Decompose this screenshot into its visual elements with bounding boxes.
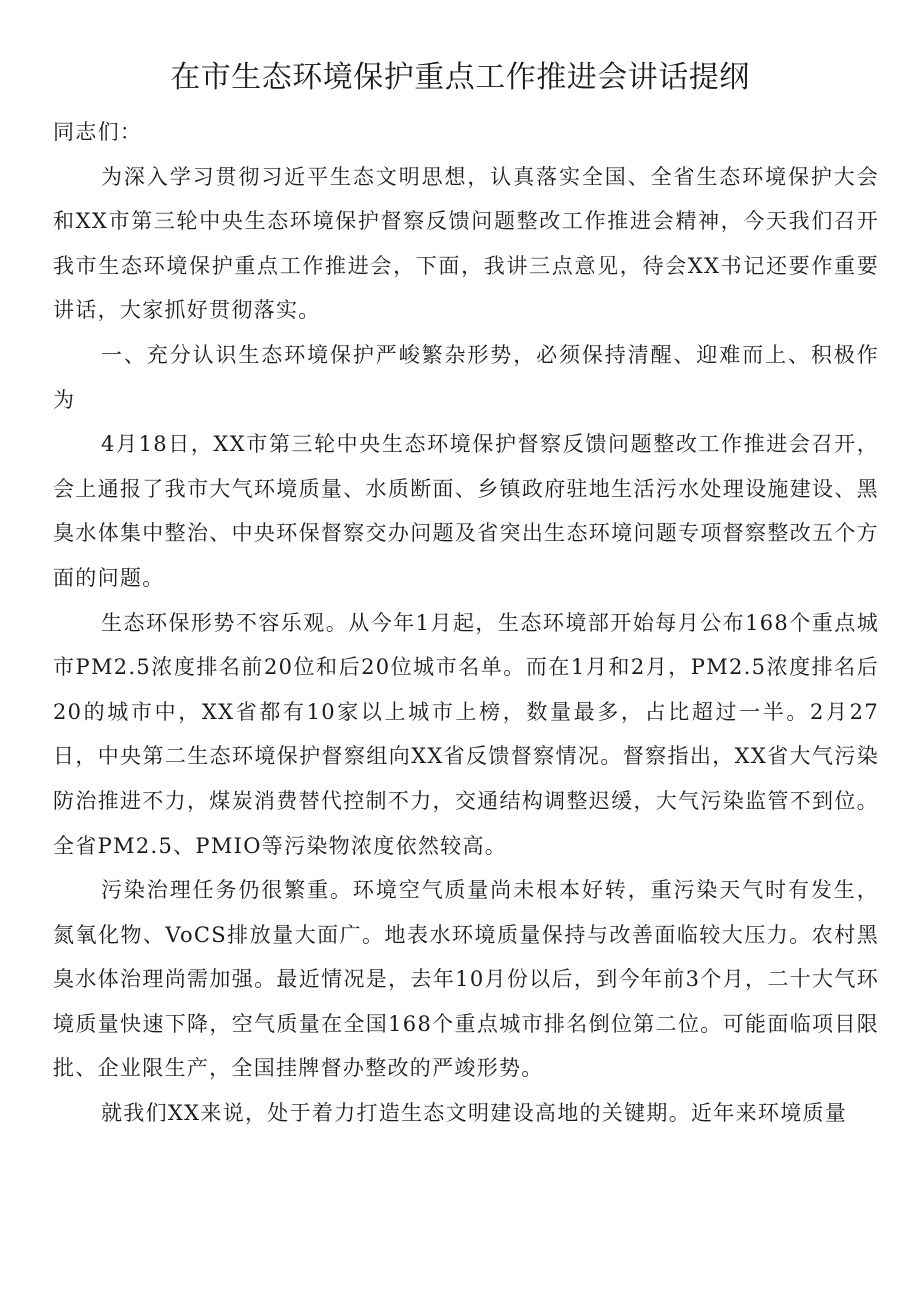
paragraph-situation: 生态环保形势不容乐观。从今年1月起，生态环境部开始每月公布168个重点城市PM2.5浓度排名前20位和后20位城市名单。而在1月和2月，PM2.5浓度排名后20的城市中，XX省都有10家以上城市上榜，数量最多，占比超过一半。2月27日，中央第二生态环境保护督察组向XX省反馈督察情况。督察指出，XX省大气污染防治推进不力，煤炭消费替代控制不力，交通结构调整迟缓，大气污染监管不到位。全省PM2.5、PMIO等污染物浓度依然较高。 bbox=[53, 610, 879, 858]
paragraph-meeting-report: 4月18日，XX市第三轮中央生态环境保护督察反馈问题整改工作推进会召开，会上通报了我市大气环境质量、水质断面、乡镇政府驻地生活污水处理设施建设、黑臭水体集中整治、中央环保督察交办问题及省突出生态环境问题专项督察整改五个方面的问题。 bbox=[53, 432, 879, 590]
paragraph-pollution-tasks: 污染治理任务仍很繁重。环境空气质量尚未根本好转，重污染天气时有发生，氮氧化物、VoCS排放量大面广。地表水环境质量保持与改善面临较大压力。农村黑臭水体治理尚需加强。最近情况是，去年10月份以后，到今年前3个月，二十大气环境质量快速下降，空气质量在全国168个重点城市排名倒位第二位。可能面临项目限批、企业限生产，全国挂牌督办整改的严竣形势。 bbox=[53, 878, 879, 1081]
paragraph-intro: 为深入学习贯彻习近平生态文明思想，认真落实全国、全省生态环境保护大会和XX市第三轮中央生态环境保护督察反馈问题整改工作推进会精神，今天我们召开我市生态环境保护重点工作推进会，下面，我讲三点意见，待会XX书记还要作重要讲话，大家抓好贯彻落实。 bbox=[53, 164, 879, 323]
section-heading-1: 一、充分认识生态环境保护严峻繁杂形势，必须保持清醒、迎难而上、积极作为 bbox=[53, 342, 879, 412]
salutation: 同志们： bbox=[53, 120, 143, 144]
document-body bbox=[53, 110, 879, 1136]
document-title: 在市生态环境保护重点工作推进会讲话提纲 bbox=[170, 60, 750, 95]
paragraph-local-context: 就我们XX来说，处于着力打造生态文明建设高地的关键期。近年来环境质量 bbox=[101, 1101, 848, 1126]
